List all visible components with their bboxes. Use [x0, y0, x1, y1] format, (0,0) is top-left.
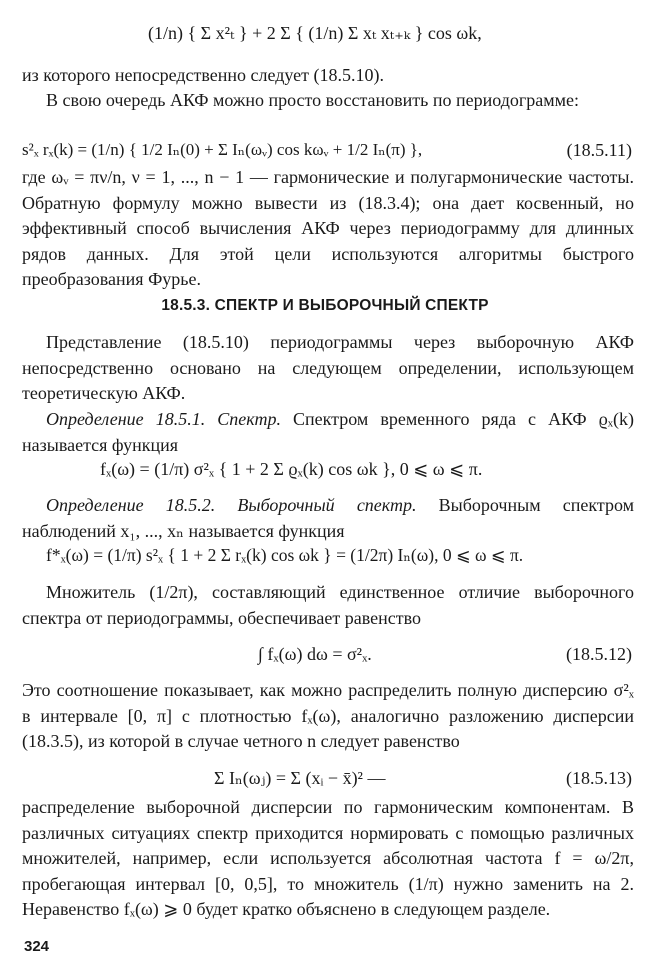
paragraph-1: из которого непосредственно следует (18.5.10). — [22, 65, 384, 85]
definition-2-label: Определение 18.5.2. Выборочный спектр. — [46, 495, 417, 515]
equation-definition-1: fₓ(ω) = (1/π) σ²ₓ { 1 + 2 Σ ϱₓ(k) cos ωk }, 0 ⩽ ω ⩽ π. — [100, 459, 483, 479]
equation-number-18-5-11: (18.5.11) — [566, 140, 632, 160]
equation-definition-2: f*ₓ(ω) = (1/π) s²ₓ { 1 + 2 Σ rₓ(k) cos ωk } = (1/2π) Iₙ(ω), 0 ⩽ ω ⩽ π. — [46, 545, 524, 565]
section-heading: 18.5.3. СПЕКТР И ВЫБОРОЧНЫЙ СПЕКТР — [161, 297, 489, 314]
equation-number-18-5-12: (18.5.12) — [566, 644, 632, 664]
paragraph-7: распределение выборочной дисперсии по гармоническим компонентам. В различных ситуациях спектр приходится нормировать с помощью различных множителей, например, если используется абсолютная частота f = ω/2π, пробегающая интервал [0, 0,5], то множитель (1/π) нужно заменить на 2. Неравенство fₓ(ω) ⩾ 0 будет кратко объяснено в следующем разделе. — [22, 797, 634, 920]
equation-number-18-5-13: (18.5.13) — [566, 768, 632, 788]
definition-2-text: Выборочным спектром наблюдений x₁, ..., xₙ называется функция — [22, 495, 635, 541]
definition-1 — [22, 407, 634, 458]
page-number: 324 — [24, 938, 50, 955]
definition-2 — [22, 493, 634, 544]
equation-18-5-11: s²ₓ rₓ(k) = (1/n) { 1/2 Iₙ(0) + Σ Iₙ(ωᵥ) cos kωᵥ + 1/2 Iₙ(π) }, — [22, 140, 423, 159]
definition-1-label: Определение 18.5.1. Спектр. — [46, 409, 281, 429]
equation-18-5-13: Σ Iₙ(ωⱼ) = Σ (xᵢ − x̄)² — — [214, 768, 386, 788]
paragraph-2: В свою очередь АКФ можно просто восстановить по периодограмме: — [46, 90, 580, 110]
paragraph-3: где ωᵥ = πν/n, ν = 1, ..., n − 1 — гармонические и полугармонические частоты. Обратную формулу можно вывести из (18.3.4); она дает косвенный, но эффективный способ вычисления АКФ через периодограмму для длинных рядов данных. Для этой цели используются алгоритмы быстрого преобразования Фурье. — [22, 167, 634, 290]
equation-18-5-12: ∫ fₓ(ω) dω = σ²ₓ. — [258, 644, 372, 664]
definition-1-text: Спектром временного ряда с АКФ ϱₓ(k) называется функция — [22, 409, 635, 455]
paragraph-4: Представление (18.5.10) периодограммы через выборочную АКФ непосредственно основано на следующем определении, использующем теоретическую АКФ. — [22, 332, 634, 404]
paragraph-6: Это соотношение показывает, как можно распределить полную дисперсию σ²ₓ в интервале [0, π] с плотностью fₓ(ω), аналогично разложению дисперсии (18.3.5), из которой в случае четного n следует равенство — [22, 680, 634, 752]
equation-top: (1/n) { Σ x²ₜ } + 2 Σ { (1/n) Σ xₜ xₜ₊ₖ } cos ωk, — [148, 23, 482, 43]
paragraph-5: Множитель (1/2π), составляющий единственное отличие выборочного спектра от периодограммы, обеспечивает равенство — [22, 582, 634, 628]
